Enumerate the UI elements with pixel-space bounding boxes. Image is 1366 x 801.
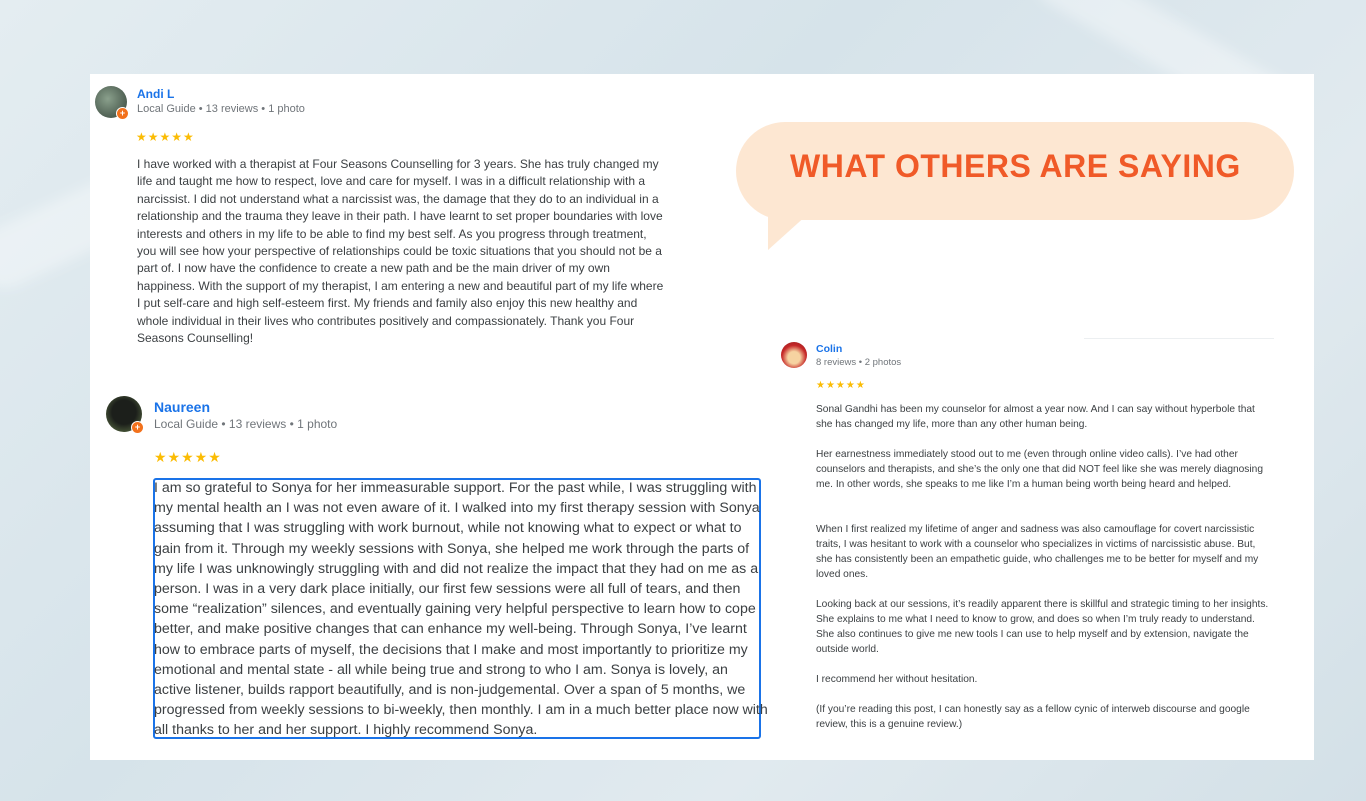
avatar-naureen[interactable]: [106, 396, 142, 432]
profile-photo: [781, 342, 807, 368]
review-paragraph-colin: (If you’re reading this post, I can honestly say as a fellow cynic of interweb discourse and google review, this is a genuine review.): [816, 704, 1250, 730]
reviewer-name-colin[interactable]: Colin: [816, 343, 843, 355]
review-text-naureen: I am so grateful to Sonya for her immeasurable support. For the past while, I was struggling with my mental health an I was not even aware of it. I walked into my first therapy session with Sonya assuming that I was struggling with work burnout, while not knowing what to expect or what to gain from it. Through my weekly sessions with Sonya, she helped me work through the parts of my life I was unknowingly struggling with and did not realize the impact that they had on me as a person. I was in a very dark place initially, our first few sessions were all full of tears, and then some “realization” silences, and eventually gaining very helpful perspective to learn how to cope better, and make positive changes that can enhance my well-being. Through Sonya, I’ve learnt how to embrace parts of myself, the decisions that I make and most importantly to prioritize my emotional and mental state - all while being true and strong to who I am. Sonya is lovely, an active listener, builds rapport beautifully, and is non-judgemental. Over a span of 5 months, we progressed from weekly sessions to bi-weekly, then monthly. I am in a much better place now with all thanks to her and her support. I highly recommend Sonya.: [154, 480, 768, 739]
review-text-andi: I have worked with a therapist at Four Seasons Counselling for 3 years. She has truly changed my life and taught me how to respect, love and care for myself. I was in a difficult relationship with a narcissist. I did not understand what a narcissist was, the damage that they do to an individual in a relationship and the trauma they leave in their path. I have learnt to set proper boundaries with love interests and others in my life to be able to find my best self. As you progress through treatment, you will see how your perspective of relationships could be toxic situations that you should not be a part of. I now have the confidence to create a new path and be the main driver of my own happiness. With the support of my therapist, I am entering a new and beautiful part of my life where I put self-care and high self-esteem first. My friends and family also enjoy this new healthy and whole individual in their lives who contributes positively and compassionately. Thank you Four Seasons Counselling!: [137, 157, 664, 346]
reviewer-meta-naureen: Local Guide • 13 reviews • 1 photo: [154, 417, 338, 431]
reviews-card: [90, 74, 1314, 760]
section-heading: WHAT OTHERS ARE SAYING: [790, 148, 1241, 184]
speech-bubble-tail: [768, 214, 808, 250]
review-paragraph-colin: Looking back at our sessions, it’s readily apparent there is skillful and strategic timing to her insights. She explains to me what I need to know to grow, and does so when I’m truly ready to understand. She also continues to give me new tools I can use to help myself and by extension, navigate the outside world.: [816, 599, 1269, 655]
star-rating-andi: ★★★★★: [136, 130, 195, 144]
local-guide-badge-icon: +: [131, 421, 144, 434]
star-rating-colin: ★★★★★: [816, 380, 866, 391]
review-paragraph-colin: Her earnestness immediately stood out to me (even through online video calls). I’ve had other counselors and therapists, and she’s the only one that did NOT feel like she was merely diagnosing me. In other words, she speaks to me like I’m a human being worth being heard and helped.: [816, 449, 1264, 490]
reviewer-meta-andi: Local Guide • 13 reviews • 1 photo: [137, 103, 305, 115]
reviewer-meta-colin: 8 reviews • 2 photos: [816, 357, 902, 368]
review-paragraph-colin: I recommend her without hesitation.: [816, 674, 978, 685]
reviewer-name-andi[interactable]: Andi L: [137, 87, 175, 101]
avatar-andi[interactable]: [95, 86, 127, 118]
review-paragraph-colin: When I first realized my lifetime of anger and sadness was also camouflage for covert narcissistic traits, I was hesitant to work with a counselor who specializes in victims of narcissistic abuse. But, she has consistently been an empathetic guide, who challenges me to be better for myself and my loved ones.: [816, 524, 1259, 580]
divider: [1084, 338, 1274, 339]
star-rating-naureen: ★★★★★: [154, 449, 222, 465]
local-guide-badge-icon: +: [116, 107, 129, 120]
avatar-colin[interactable]: [781, 342, 807, 368]
reviewer-name-naureen[interactable]: Naureen: [154, 399, 211, 415]
review-paragraph-colin: Sonal Gandhi has been my counselor for almost a year now. And I can say without hyperbole that she has changed my life, more than any other human being.: [816, 404, 1255, 430]
